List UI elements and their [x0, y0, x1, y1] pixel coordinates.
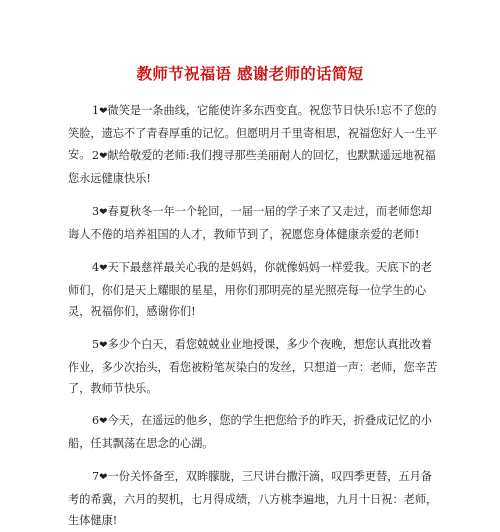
paragraph-number: 7 [92, 470, 100, 483]
paragraph-number: 4 [92, 261, 100, 274]
paragraph-3 [68, 201, 440, 245]
heart-icon: ❤ [99, 207, 108, 218]
heart-icon: ❤ [99, 106, 108, 117]
paragraph-7 [68, 466, 440, 532]
paragraph-2 [68, 145, 440, 189]
heart-icon: ❤ [99, 416, 108, 427]
paragraph-text: 微笑是一条曲线，它能使许多东西变直。祝您节日快乐!忘不了您的笑脸，遗忘不了青春厚重的记忆。但愿明月千里寄相思，祝福您好人一生平安。 [68, 104, 438, 161]
heart-icon: ❤ [99, 340, 108, 351]
paragraph-number: 5 [92, 338, 100, 351]
paragraph-text: 多少个白天，看您兢兢业业地授课，多少个夜晚，想您认真批改着作业，多少次抬头，看您被粉笔灰染白的发丝，只想道一声：老师，您辛苦了，教师节快乐。 [68, 338, 438, 395]
paragraph-text: 今天，在遥远的他乡，您的学生把您给予的昨天，折叠成记忆的小船，任其飘荡在思念的心湖。 [68, 414, 432, 450]
paragraph-text: 献给敬爱的老师:我们搜寻那些美丽耐人的回忆，也默默遥远地祝福您永远健康快乐! [68, 149, 436, 185]
paragraph-4 [68, 257, 440, 323]
paragraph-text: 一份关怀备至，双眸朦胧，三尺讲台撒汗滴，叹四季更替，五月备考的希冀，六月的契机，七月得成绩，八方桃李遍地，九月十日祝：老师，生体健康! [68, 470, 438, 527]
heart-icon: ❤ [99, 263, 108, 274]
paragraph-text: 天下最慈祥最关心我的是妈妈，你就像妈妈一样爱我。天底下的老师们，你们是天上耀眼的星星，用你们那明亮的星光照亮每一位学生的心灵，祝福你们，感谢你们! [68, 261, 432, 318]
heart-icon: ❤ [99, 472, 108, 483]
paragraph-text: 春夏秋冬一年一个轮回，一届一届的学子来了又走过，而老师您却诲人不倦的培养祖国的人才，教师节到了，祝愿您身体健康亲爱的老师! [68, 205, 432, 241]
paragraph-number: 2 [92, 149, 100, 162]
paragraph-number: 1 [92, 104, 100, 117]
paragraph-6 [68, 410, 440, 454]
page-title: 教师节祝福语 感谢老师的话简短 [136, 64, 364, 83]
paragraph-5 [68, 334, 440, 400]
paragraph-number: 6 [92, 414, 100, 427]
paragraph-number: 3 [92, 205, 100, 218]
heart-icon: ❤ [99, 151, 108, 162]
